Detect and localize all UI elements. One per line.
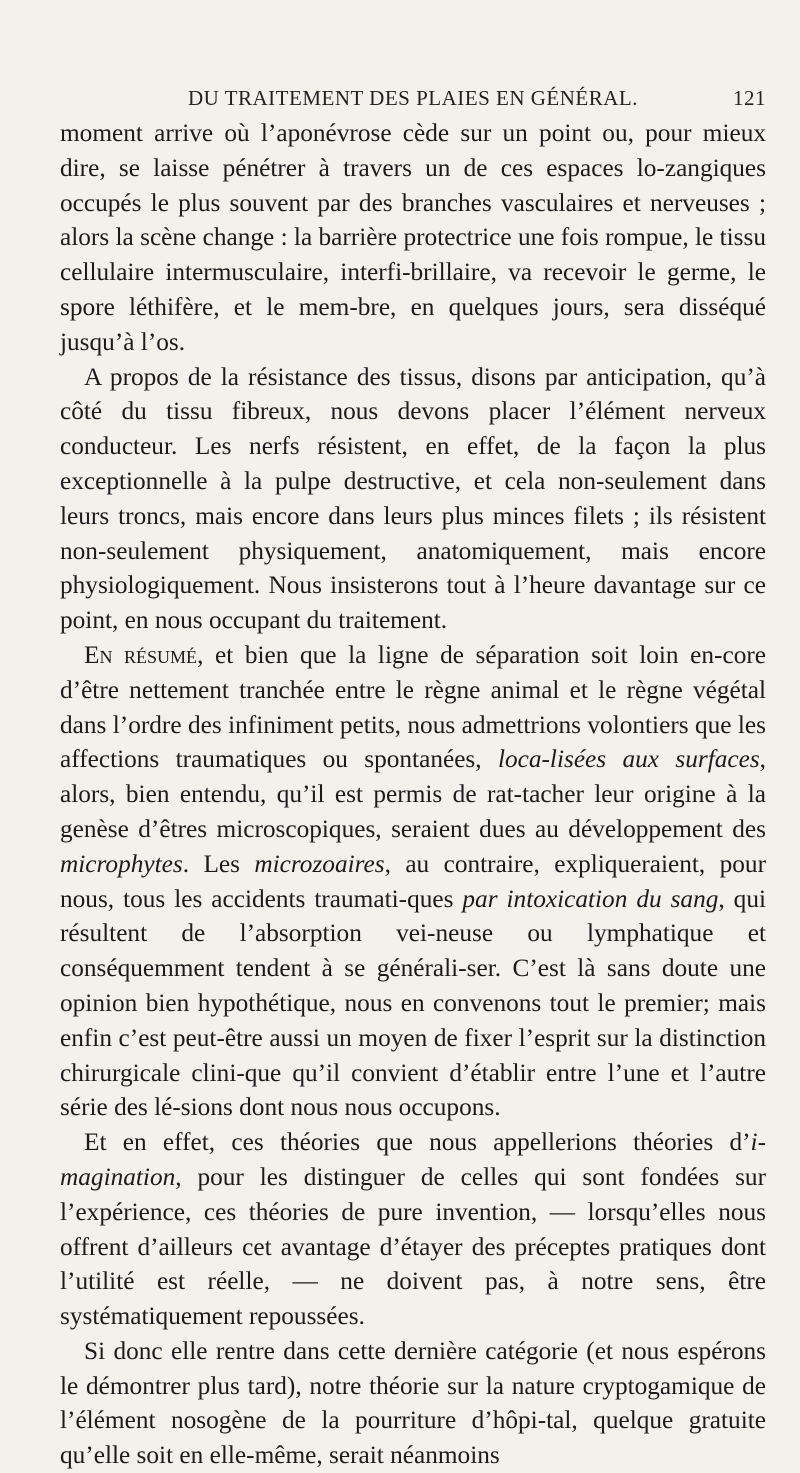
paragraph-4-text-1: Et en effet, ces théories que nous appellerions théories d’ xyxy=(84,1128,751,1157)
paragraph-3-text-5: , qui résultent de l’absorption vei-neuse ou lymphatique et conséquemment tendent à se générali-ser. C’est là sans doute une opinion bien hypothétique, nous en convenons tout le premier; mais enfin c’est peut-être aussi un moyen de fixer l’esprit sur la distinction chirurgicale clini-que qu’il convient d’établir entre l’une et l’autre série des lé-sions dont nous nous occupons. xyxy=(60,884,766,1122)
body-text xyxy=(60,116,766,1473)
running-head xyxy=(60,86,766,116)
paragraph-3-italic-3: microzoaires xyxy=(254,849,385,878)
paragraph-3-italic-4: par intoxication du sang xyxy=(462,884,719,913)
paragraph-3-lead: En résumé xyxy=(84,640,198,669)
paragraph-2: A propos de la résistance des tissus, disons par anticipation, qu’à côté du tissu fibreux, nous devons placer l’élément nerveux conducteur. Les nerfs résistent, en effet, de la façon la plus exceptionnelle à la pulpe destructive, et cela non-seulement dans leurs troncs, mais encore dans leurs plus minces filets ; ils résistent non-seulement physiquement, anatomiquement, mais encore physiologiquement. Nous insisterons tout à l’heure davantage sur ce point, en nous occupant du traitement. xyxy=(60,362,766,635)
paragraph-4-italic-1: i-magination xyxy=(60,1128,766,1191)
paragraph-5: Si donc elle rentre dans cette dernière catégorie (et nous espérons le démontrer plus tard), notre théorie sur la nature cryptogamique de l’élément nosogène de la pourriture d’hôpi-tal, quelque gratuite qu’elle soit en elle-même, serait néanmoins xyxy=(60,1336,766,1470)
paragraph-3-text-2: , alors, bien entendu, qu’il est permis de rat-tacher leur origine à la genèse d’êtres microscopiques, seraient dues au développement des xyxy=(60,745,766,843)
paragraph-3-text-3: . Les xyxy=(182,849,255,878)
paragraph-4-text-2: , pour les distinguer de celles qui sont fondées sur l’expérience, ces théories de pure invention, — lorsqu’elles nous offrent d’ailleurs cet avantage d’étayer des préceptes pratiques dont l’utilité est réelle, — ne doivent pas, à notre sens, être systématiquement repoussées. xyxy=(60,1162,766,1331)
paragraph-3-italic-1: loca-lisées aux surfaces xyxy=(497,745,760,774)
paragraph-3-italic-2: microphytes xyxy=(60,849,183,878)
paragraph-1: moment arrive où l’aponévrose cède sur un point ou, pour mieux dire, se laisse pénétrer à travers un de ces espaces lo-zangiques occupés le plus souvent par des branches vasculaires et nerveuses ; alors la scène change : la barrière protectrice une fois rompue, le tissu cellulaire intermusculaire, interfi-brillaire, va recevoir le germe, le spore léthifère, et le mem-bre, en quelques jours, sera disséqué jusqu’à l’os. xyxy=(60,119,766,356)
paragraph-3-text-4: , au contraire, expliqueraient, pour nous, tous les accidents traumati-ques xyxy=(60,849,767,913)
paragraph-4 xyxy=(60,1125,766,1334)
paragraph-3 xyxy=(60,638,766,1125)
paragraph-3-text-1: , et bien que la ligne de séparation soit loin en-core d’être nettement tranchée entre le règne animal et le règne végétal dans l’ordre des infiniment petits, nous admettrions volontiers que les affections traumatiques ou spontanées, xyxy=(60,640,766,774)
running-head-title: DU TRAITEMENT DES PLAIES EN GÉNÉRAL. xyxy=(187,86,639,110)
page-number: 121 xyxy=(733,86,766,110)
